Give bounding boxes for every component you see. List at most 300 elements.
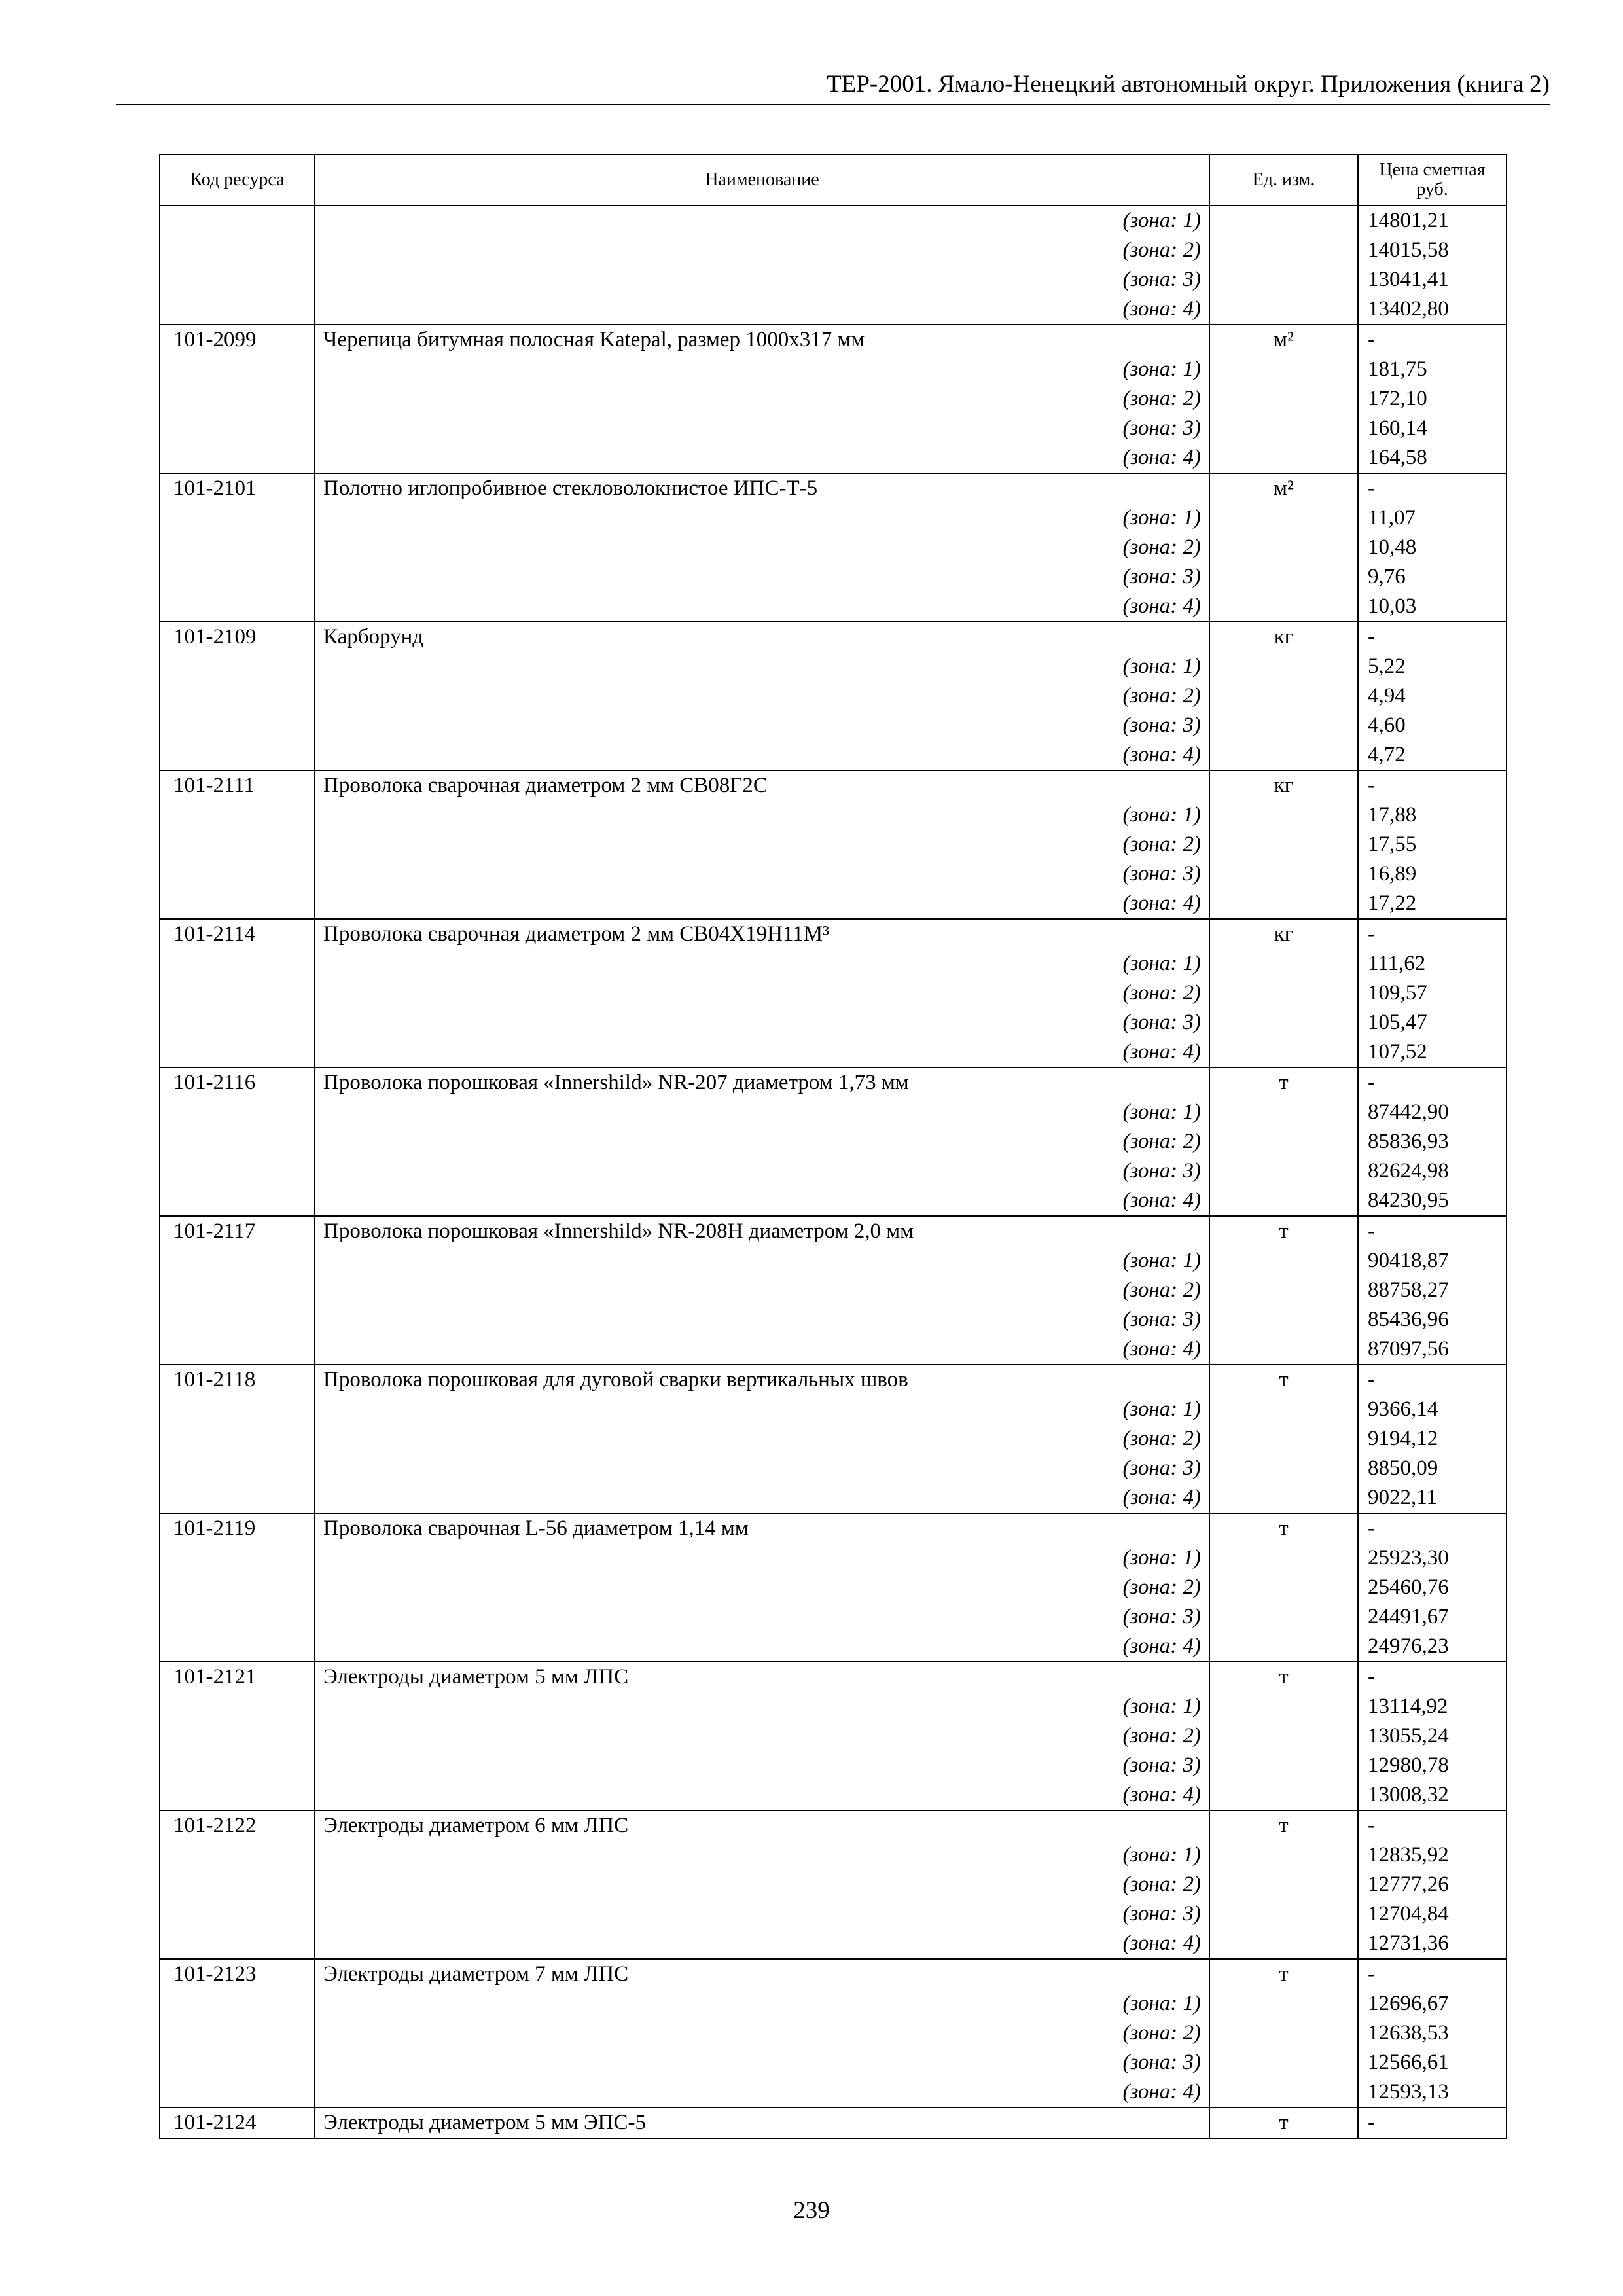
zone-label-cell: (зона: 3) bbox=[315, 562, 1209, 592]
table-row bbox=[160, 1037, 1507, 1067]
resource-code-cell bbox=[160, 711, 315, 740]
resource-name-cell: Проволока сварочная диаметром 2 мм СВ04Х19Н11М³ bbox=[315, 919, 1209, 949]
resource-code-cell bbox=[160, 562, 315, 592]
price-cell: 90418,87 bbox=[1358, 1246, 1507, 1276]
zone-label-cell: (зона: 2) bbox=[315, 1721, 1209, 1751]
zone-label-cell: (зона: 1) bbox=[315, 1098, 1209, 1127]
price-cell: 4,94 bbox=[1358, 681, 1507, 711]
price-cell: 84230,95 bbox=[1358, 1186, 1507, 1216]
resource-code-cell bbox=[160, 1989, 315, 2018]
unit-cell bbox=[1209, 1573, 1358, 1602]
resource-code-cell bbox=[160, 1098, 315, 1127]
price-cell: 12638,53 bbox=[1358, 2018, 1507, 2048]
unit-cell bbox=[1209, 2018, 1358, 2048]
column-header-unit: Ед. изм. bbox=[1209, 154, 1358, 206]
price-cell: 12777,26 bbox=[1358, 1870, 1507, 1899]
unit-cell bbox=[1209, 1395, 1358, 1424]
resource-code-cell bbox=[160, 830, 315, 859]
resource-code-cell bbox=[160, 1305, 315, 1335]
table-row bbox=[160, 1157, 1507, 1186]
resource-code-cell bbox=[160, 1602, 315, 1632]
header-rule bbox=[116, 104, 1550, 105]
table-row bbox=[160, 1067, 1507, 1098]
unit-cell bbox=[1209, 2048, 1358, 2077]
price-cell: 12980,78 bbox=[1358, 1751, 1507, 1780]
price-cell: - bbox=[1358, 1365, 1507, 1395]
table-row bbox=[160, 295, 1507, 325]
unit-cell bbox=[1209, 1870, 1358, 1899]
price-cell: - bbox=[1358, 770, 1507, 800]
resource-code-cell bbox=[160, 1899, 315, 1929]
zone-label-cell: (зона: 4) bbox=[315, 1335, 1209, 1365]
table-row bbox=[160, 1246, 1507, 1276]
table-header bbox=[160, 154, 1507, 206]
resource-name-cell: Электроды диаметром 7 мм ЛПС bbox=[315, 1959, 1209, 1989]
price-cell: 12593,13 bbox=[1358, 2077, 1507, 2108]
price-cell: - bbox=[1358, 1216, 1507, 1246]
table-row bbox=[160, 2048, 1507, 2077]
unit-cell bbox=[1209, 1692, 1358, 1721]
resource-code-cell bbox=[160, 2077, 315, 2108]
zone-label-cell: (зона: 1) bbox=[315, 1543, 1209, 1573]
table-row bbox=[160, 355, 1507, 384]
table-row bbox=[160, 384, 1507, 414]
zone-label-cell: (зона: 4) bbox=[315, 1037, 1209, 1067]
unit-cell bbox=[1209, 1780, 1358, 1810]
resource-code-cell bbox=[160, 1037, 315, 1067]
unit-cell bbox=[1209, 1037, 1358, 1067]
price-cell: 13114,92 bbox=[1358, 1692, 1507, 1721]
zone-label-cell: (зона: 1) bbox=[315, 206, 1209, 236]
table-row bbox=[160, 206, 1507, 236]
zone-label-cell: (зона: 1) bbox=[315, 503, 1209, 533]
table-row bbox=[160, 1186, 1507, 1216]
zone-label-cell: (зона: 1) bbox=[315, 1840, 1209, 1870]
unit-cell bbox=[1209, 1721, 1358, 1751]
resource-name-cell: Карборунд bbox=[315, 622, 1209, 652]
zone-label-cell: (зона: 4) bbox=[315, 1632, 1209, 1662]
resource-name-cell: Проволока порошковая «Innershild» NR-208H диаметром 2,0 мм bbox=[315, 1216, 1209, 1246]
table-row bbox=[160, 1810, 1507, 1840]
price-cell: 5,22 bbox=[1358, 652, 1507, 681]
unit-cell bbox=[1209, 1929, 1358, 1959]
resource-code-cell bbox=[160, 652, 315, 681]
price-cell: 24491,67 bbox=[1358, 1602, 1507, 1632]
resource-code-cell bbox=[160, 1008, 315, 1037]
table-row bbox=[160, 919, 1507, 949]
unit-cell bbox=[1209, 562, 1358, 592]
table-body bbox=[160, 206, 1507, 2138]
unit-cell bbox=[1209, 1186, 1358, 1216]
unit-cell bbox=[1209, 1454, 1358, 1483]
price-cell: - bbox=[1358, 1067, 1507, 1098]
unit-cell: м² bbox=[1209, 325, 1358, 355]
price-cell: 4,72 bbox=[1358, 740, 1507, 770]
price-cell: 172,10 bbox=[1358, 384, 1507, 414]
unit-cell bbox=[1209, 1602, 1358, 1632]
zone-label-cell: (зона: 4) bbox=[315, 592, 1209, 622]
resource-code-cell: 101-2122 bbox=[160, 1810, 315, 1840]
zone-label-cell: (зона: 1) bbox=[315, 1692, 1209, 1721]
resource-code-cell bbox=[160, 443, 315, 473]
table-row bbox=[160, 1632, 1507, 1662]
resource-code-cell: 101-2121 bbox=[160, 1662, 315, 1692]
table-row bbox=[160, 1008, 1507, 1037]
table-row bbox=[160, 1870, 1507, 1899]
price-cell: 17,55 bbox=[1358, 830, 1507, 859]
price-cell: 13008,32 bbox=[1358, 1780, 1507, 1810]
price-cell: 12835,92 bbox=[1358, 1840, 1507, 1870]
resource-code-cell bbox=[160, 384, 315, 414]
table-row bbox=[160, 1573, 1507, 1602]
zone-label-cell: (зона: 1) bbox=[315, 1989, 1209, 2018]
table-row bbox=[160, 414, 1507, 443]
price-cell: 109,57 bbox=[1358, 978, 1507, 1008]
unit-cell bbox=[1209, 1989, 1358, 2018]
table-row bbox=[160, 1751, 1507, 1780]
unit-cell bbox=[1209, 2077, 1358, 2108]
unit-cell bbox=[1209, 1008, 1358, 1037]
resource-code-cell: 101-2109 bbox=[160, 622, 315, 652]
unit-cell: кг bbox=[1209, 919, 1358, 949]
zone-label-cell: (зона: 3) bbox=[315, 1899, 1209, 1929]
table-row bbox=[160, 503, 1507, 533]
zone-label-cell: (зона: 2) bbox=[315, 978, 1209, 1008]
resource-code-cell: 101-2099 bbox=[160, 325, 315, 355]
unit-cell bbox=[1209, 711, 1358, 740]
table-row bbox=[160, 473, 1507, 503]
price-cell: 25460,76 bbox=[1358, 1573, 1507, 1602]
resource-code-cell: 101-2114 bbox=[160, 919, 315, 949]
unit-cell bbox=[1209, 1098, 1358, 1127]
zone-label-cell: (зона: 3) bbox=[315, 859, 1209, 889]
price-cell: 10,03 bbox=[1358, 592, 1507, 622]
resource-code-cell bbox=[160, 800, 315, 830]
resource-code-cell bbox=[160, 889, 315, 919]
unit-cell: т bbox=[1209, 1662, 1358, 1692]
unit-cell bbox=[1209, 830, 1358, 859]
price-cell: 107,52 bbox=[1358, 1037, 1507, 1067]
resource-code-cell bbox=[160, 1157, 315, 1186]
zone-label-cell: (зона: 2) bbox=[315, 1276, 1209, 1305]
price-cell: 25923,30 bbox=[1358, 1543, 1507, 1573]
table-row bbox=[160, 2077, 1507, 2108]
table-row bbox=[160, 1483, 1507, 1513]
table-row bbox=[160, 1692, 1507, 1721]
unit-cell bbox=[1209, 1840, 1358, 1870]
price-cell: 16,89 bbox=[1358, 859, 1507, 889]
resource-code-cell bbox=[160, 1395, 315, 1424]
unit-cell bbox=[1209, 681, 1358, 711]
zone-label-cell: (зона: 4) bbox=[315, 1483, 1209, 1513]
resource-code-cell bbox=[160, 2048, 315, 2077]
table-row bbox=[160, 1721, 1507, 1751]
unit-cell bbox=[1209, 355, 1358, 384]
price-cell: 181,75 bbox=[1358, 355, 1507, 384]
zone-label-cell: (зона: 2) bbox=[315, 1424, 1209, 1454]
price-cell: 24976,23 bbox=[1358, 1632, 1507, 1662]
resource-code-cell bbox=[160, 1751, 315, 1780]
price-cell: - bbox=[1358, 473, 1507, 503]
table-row bbox=[160, 1454, 1507, 1483]
price-cell: 14015,58 bbox=[1358, 236, 1507, 265]
resource-name-cell: Полотно иглопробивное стекловолокнистое ИПС-Т-5 bbox=[315, 473, 1209, 503]
price-table bbox=[159, 154, 1507, 2139]
running-header: ТЕР-2001. Ямало-Ненецкий автономный округ. Приложения (книга 2) bbox=[827, 71, 1550, 98]
zone-label-cell: (зона: 1) bbox=[315, 1395, 1209, 1424]
unit-cell bbox=[1209, 1276, 1358, 1305]
unit-cell: т bbox=[1209, 1067, 1358, 1098]
table-row bbox=[160, 533, 1507, 562]
zone-label-cell: (зона: 1) bbox=[315, 949, 1209, 978]
table-row bbox=[160, 681, 1507, 711]
resource-code-cell: 101-2123 bbox=[160, 1959, 315, 1989]
resource-name-cell: Проволока порошковая «Innershild» NR-207 диаметром 1,73 мм bbox=[315, 1067, 1209, 1098]
resource-name-cell: Проволока порошковая для дуговой сварки вертикальных швов bbox=[315, 1365, 1209, 1395]
zone-label-cell: (зона: 3) bbox=[315, 2048, 1209, 2077]
price-cell: 13402,80 bbox=[1358, 295, 1507, 325]
unit-cell bbox=[1209, 1424, 1358, 1454]
resource-code-cell bbox=[160, 1870, 315, 1899]
resource-name-cell: Черепица битумная полосная Katepal, размер 1000х317 мм bbox=[315, 325, 1209, 355]
price-cell: 12696,67 bbox=[1358, 1989, 1507, 2018]
price-cell: - bbox=[1358, 622, 1507, 652]
table-row bbox=[160, 949, 1507, 978]
resource-code-cell: 101-2116 bbox=[160, 1067, 315, 1098]
resource-code-cell bbox=[160, 265, 315, 295]
unit-cell bbox=[1209, 978, 1358, 1008]
zone-label-cell: (зона: 4) bbox=[315, 443, 1209, 473]
table-row bbox=[160, 1276, 1507, 1305]
unit-cell bbox=[1209, 384, 1358, 414]
price-cell: 17,22 bbox=[1358, 889, 1507, 919]
resource-code-cell bbox=[160, 1780, 315, 1810]
price-cell: - bbox=[1358, 2108, 1507, 2138]
unit-cell bbox=[1209, 503, 1358, 533]
zone-label-cell: (зона: 3) bbox=[315, 711, 1209, 740]
resource-code-cell bbox=[160, 414, 315, 443]
zone-label-cell: (зона: 4) bbox=[315, 1186, 1209, 1216]
price-cell: - bbox=[1358, 325, 1507, 355]
table-row bbox=[160, 1395, 1507, 1424]
resource-code-cell bbox=[160, 1692, 315, 1721]
zone-label-cell: (зона: 2) bbox=[315, 2018, 1209, 2048]
table-row bbox=[160, 1365, 1507, 1395]
resource-code-cell bbox=[160, 949, 315, 978]
zone-label-cell: (зона: 3) bbox=[315, 414, 1209, 443]
unit-cell bbox=[1209, 1246, 1358, 1276]
zone-label-cell: (зона: 4) bbox=[315, 740, 1209, 770]
resource-code-cell bbox=[160, 1840, 315, 1870]
unit-cell bbox=[1209, 592, 1358, 622]
price-cell: 85436,96 bbox=[1358, 1305, 1507, 1335]
resource-code-cell bbox=[160, 681, 315, 711]
price-cell: 9022,11 bbox=[1358, 1483, 1507, 1513]
table-row bbox=[160, 1424, 1507, 1454]
zone-label-cell: (зона: 2) bbox=[315, 1573, 1209, 1602]
unit-cell bbox=[1209, 652, 1358, 681]
resource-code-cell bbox=[160, 1454, 315, 1483]
resource-code-cell bbox=[160, 2018, 315, 2048]
resource-code-cell bbox=[160, 1127, 315, 1157]
zone-label-cell: (зона: 4) bbox=[315, 889, 1209, 919]
zone-label-cell: (зона: 4) bbox=[315, 295, 1209, 325]
unit-cell bbox=[1209, 1632, 1358, 1662]
unit-cell: т bbox=[1209, 1513, 1358, 1543]
resource-name-cell: Электроды диаметром 5 мм ЭПС-5 bbox=[315, 2108, 1209, 2138]
table-row bbox=[160, 1513, 1507, 1543]
table-row bbox=[160, 1335, 1507, 1365]
price-cell: - bbox=[1358, 1959, 1507, 1989]
resource-code-cell bbox=[160, 978, 315, 1008]
zone-label-cell: (зона: 2) bbox=[315, 1127, 1209, 1157]
table-row bbox=[160, 800, 1507, 830]
resource-code-cell: 101-2119 bbox=[160, 1513, 315, 1543]
unit-cell bbox=[1209, 1899, 1358, 1929]
unit-cell bbox=[1209, 443, 1358, 473]
unit-cell bbox=[1209, 295, 1358, 325]
resource-name-cell: Электроды диаметром 6 мм ЛПС bbox=[315, 1810, 1209, 1840]
resource-code-cell: 101-2118 bbox=[160, 1365, 315, 1395]
price-cell: 12566,61 bbox=[1358, 2048, 1507, 2077]
zone-label-cell: (зона: 3) bbox=[315, 1008, 1209, 1037]
price-cell: 9366,14 bbox=[1358, 1395, 1507, 1424]
zone-label-cell: (зона: 1) bbox=[315, 800, 1209, 830]
column-header-code: Код ресурса bbox=[160, 154, 315, 206]
resource-code-cell bbox=[160, 236, 315, 265]
resource-code-cell bbox=[160, 1186, 315, 1216]
unit-cell bbox=[1209, 949, 1358, 978]
zone-label-cell: (зона: 1) bbox=[315, 652, 1209, 681]
price-cell: 13041,41 bbox=[1358, 265, 1507, 295]
resource-code-cell bbox=[160, 206, 315, 236]
table-row bbox=[160, 443, 1507, 473]
zone-label-cell: (зона: 2) bbox=[315, 384, 1209, 414]
price-cell: 4,60 bbox=[1358, 711, 1507, 740]
price-cell: 10,48 bbox=[1358, 533, 1507, 562]
zone-label-cell: (зона: 3) bbox=[315, 1454, 1209, 1483]
unit-cell bbox=[1209, 859, 1358, 889]
table-row bbox=[160, 830, 1507, 859]
price-cell: 164,58 bbox=[1358, 443, 1507, 473]
price-cell: - bbox=[1358, 1810, 1507, 1840]
price-cell: 13055,24 bbox=[1358, 1721, 1507, 1751]
price-cell: 105,47 bbox=[1358, 1008, 1507, 1037]
table-row bbox=[160, 1780, 1507, 1810]
unit-cell bbox=[1209, 1335, 1358, 1365]
table-row bbox=[160, 889, 1507, 919]
resource-code-cell: 101-2101 bbox=[160, 473, 315, 503]
resource-code-cell bbox=[160, 295, 315, 325]
table-row bbox=[160, 2108, 1507, 2138]
zone-label-cell: (зона: 2) bbox=[315, 533, 1209, 562]
unit-cell: т bbox=[1209, 1365, 1358, 1395]
resource-code-cell bbox=[160, 1721, 315, 1751]
unit-cell: т bbox=[1209, 2108, 1358, 2138]
unit-cell bbox=[1209, 800, 1358, 830]
price-cell: 88758,27 bbox=[1358, 1276, 1507, 1305]
resource-code-cell bbox=[160, 1543, 315, 1573]
table-row bbox=[160, 740, 1507, 770]
resource-code-cell bbox=[160, 740, 315, 770]
resource-name-cell: Проволока сварочная L-56 диаметром 1,14 мм bbox=[315, 1513, 1209, 1543]
price-cell: 87097,56 bbox=[1358, 1335, 1507, 1365]
price-cell: 9194,12 bbox=[1358, 1424, 1507, 1454]
resource-code-cell bbox=[160, 859, 315, 889]
resource-code-cell bbox=[160, 533, 315, 562]
resource-code-cell bbox=[160, 1276, 315, 1305]
table-row bbox=[160, 1216, 1507, 1246]
resource-code-cell: 101-2124 bbox=[160, 2108, 315, 2138]
resource-code-cell: 101-2111 bbox=[160, 770, 315, 800]
unit-cell: кг bbox=[1209, 770, 1358, 800]
zone-label-cell: (зона: 1) bbox=[315, 355, 1209, 384]
table-row bbox=[160, 1959, 1507, 1989]
price-cell: - bbox=[1358, 1513, 1507, 1543]
resource-code-cell bbox=[160, 355, 315, 384]
table-row bbox=[160, 1098, 1507, 1127]
table-row bbox=[160, 1127, 1507, 1157]
table-row bbox=[160, 325, 1507, 355]
resource-code-cell bbox=[160, 1335, 315, 1365]
zone-label-cell: (зона: 2) bbox=[315, 1870, 1209, 1899]
zone-label-cell: (зона: 3) bbox=[315, 265, 1209, 295]
resource-code-cell: 101-2117 bbox=[160, 1216, 315, 1246]
zone-label-cell: (зона: 2) bbox=[315, 830, 1209, 859]
unit-cell bbox=[1209, 533, 1358, 562]
price-cell: 14801,21 bbox=[1358, 206, 1507, 236]
resource-code-cell bbox=[160, 1424, 315, 1454]
column-header-name: Наименование bbox=[315, 154, 1209, 206]
zone-label-cell: (зона: 2) bbox=[315, 236, 1209, 265]
price-cell: 17,88 bbox=[1358, 800, 1507, 830]
price-cell: 82624,98 bbox=[1358, 1157, 1507, 1186]
unit-cell: т bbox=[1209, 1959, 1358, 1989]
unit-cell bbox=[1209, 1483, 1358, 1513]
zone-label-cell: (зона: 2) bbox=[315, 681, 1209, 711]
unit-cell bbox=[1209, 265, 1358, 295]
price-cell: 12731,36 bbox=[1358, 1929, 1507, 1959]
unit-cell bbox=[1209, 1127, 1358, 1157]
price-cell: 9,76 bbox=[1358, 562, 1507, 592]
unit-cell bbox=[1209, 236, 1358, 265]
zone-label-cell: (зона: 3) bbox=[315, 1305, 1209, 1335]
table-row bbox=[160, 1840, 1507, 1870]
unit-cell bbox=[1209, 1305, 1358, 1335]
unit-cell: кг bbox=[1209, 622, 1358, 652]
table-row bbox=[160, 1899, 1507, 1929]
price-cell: 160,14 bbox=[1358, 414, 1507, 443]
resource-code-cell bbox=[160, 592, 315, 622]
table-row bbox=[160, 2018, 1507, 2048]
unit-cell: т bbox=[1209, 1216, 1358, 1246]
page-number: 239 bbox=[793, 2197, 830, 2224]
resource-name-cell: Электроды диаметром 5 мм ЛПС bbox=[315, 1662, 1209, 1692]
zone-label-cell: (зона: 1) bbox=[315, 1246, 1209, 1276]
resource-code-cell bbox=[160, 1632, 315, 1662]
table-row bbox=[160, 1543, 1507, 1573]
unit-cell: т bbox=[1209, 1810, 1358, 1840]
table-row bbox=[160, 265, 1507, 295]
table-row bbox=[160, 652, 1507, 681]
unit-cell: м² bbox=[1209, 473, 1358, 503]
resource-code-cell bbox=[160, 1483, 315, 1513]
table-row bbox=[160, 770, 1507, 800]
table-row bbox=[160, 236, 1507, 265]
zone-label-cell: (зона: 3) bbox=[315, 1751, 1209, 1780]
column-header-price: Цена сметная руб. bbox=[1358, 154, 1507, 206]
unit-cell bbox=[1209, 414, 1358, 443]
